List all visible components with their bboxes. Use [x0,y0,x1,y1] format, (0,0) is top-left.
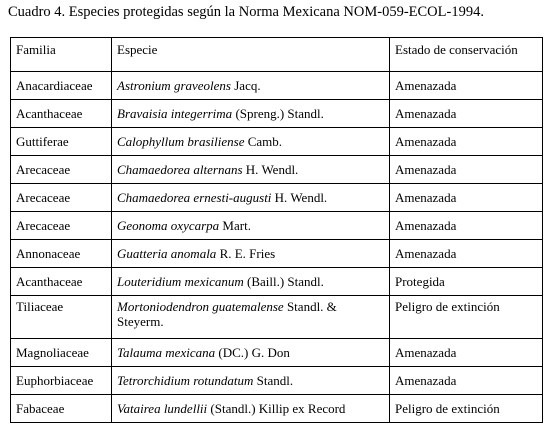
cell-estado: Amenazada [390,184,543,212]
cell-familia: Guttiferae [11,128,112,156]
table-row [11,212,543,240]
scientific-name: Bravaisia integerrima [117,106,233,121]
table-row [11,339,543,367]
scientific-name: Chamaedorea ernesti-augusti [117,190,272,205]
cell-estado: Amenazada [390,128,543,156]
table-row [11,128,543,156]
cell-estado: Protegida [390,268,543,296]
species-author: H. Wendl. [242,162,299,177]
cell-familia: Arecaceae [11,184,112,212]
cell-estado: Peligro de extinción [390,296,543,339]
cell-especie [112,212,390,240]
header-familia: Familia [11,38,112,72]
species-author: R. E. Fries [216,246,276,261]
scientific-name: Chamaedorea alternans [117,162,243,177]
cell-familia: Anacardiaceae [11,72,112,100]
cell-estado: Amenazada [390,240,543,268]
cell-especie [112,184,390,212]
cell-especie [112,72,390,100]
cell-familia: Acanthaceae [11,100,112,128]
species-author: (Baill.) Standl. [243,274,324,289]
cell-especie [112,339,390,367]
cell-especie [112,156,390,184]
table-caption: Cuadro 4. Especies protegidas según la Norma Mexicana NOM-059-ECOL-1994. [8,4,484,20]
table-header-row [11,38,543,72]
header-estado: Estado de conservación [390,38,543,72]
species-author: Standl. [253,373,294,388]
cell-familia: Magnoliaceae [11,339,112,367]
cell-especie [112,296,390,339]
cell-estado: Amenazada [390,100,543,128]
species-author: (DC.) G. Don [215,345,290,360]
header-especie: Especie [112,38,390,72]
cell-estado: Amenazada [390,72,543,100]
cell-familia: Arecaceae [11,212,112,240]
cell-familia: Fabaceae [11,395,112,423]
table-row [11,395,543,423]
cell-especie [112,100,390,128]
species-author: H. Wendl. [271,190,328,205]
table-row [11,268,543,296]
scientific-name: Calophyllum brasiliense [117,134,245,149]
scientific-name: Tetrorchidium rotundatum [117,373,254,388]
cell-especie [112,128,390,156]
species-author: Standl. & Steyerm. [117,299,337,329]
cell-familia: Annonaceae [11,240,112,268]
scientific-name: Vatairea lundellii [117,401,208,416]
scientific-name: Astronium graveolens [117,78,231,93]
species-author: (Standl.) Killip ex Record [207,401,346,416]
cell-familia: Tiliaceae [11,296,112,339]
table-row [11,240,543,268]
species-author: Jacq. [230,78,261,93]
scientific-name: Geonoma oxycarpa [117,218,220,233]
species-author: Mart. [219,218,251,233]
scientific-name: Guatteria anomala [117,246,217,261]
cell-familia: Arecaceae [11,156,112,184]
species-author: Camb. [244,134,283,149]
table-row [11,296,543,339]
cell-estado: Amenazada [390,367,543,395]
cell-estado: Amenazada [390,212,543,240]
scientific-name: Talauma mexicana [117,345,216,360]
cell-estado: Peligro de extinción [390,395,543,423]
species-table [10,37,543,423]
scientific-name: Mortoniodendron guatemalense [117,299,284,314]
cell-especie [112,240,390,268]
cell-estado: Amenazada [390,339,543,367]
table-row [11,367,543,395]
cell-especie [112,395,390,423]
table-row [11,100,543,128]
cell-estado: Amenazada [390,156,543,184]
cell-especie [112,367,390,395]
cell-especie [112,268,390,296]
species-author: (Spreng.) Standl. [232,106,324,121]
table-row [11,156,543,184]
cell-familia: Euphorbiaceae [11,367,112,395]
cell-familia: Acanthaceae [11,268,112,296]
table-row [11,72,543,100]
table-row [11,184,543,212]
scientific-name: Louteridium mexicanum [117,274,244,289]
